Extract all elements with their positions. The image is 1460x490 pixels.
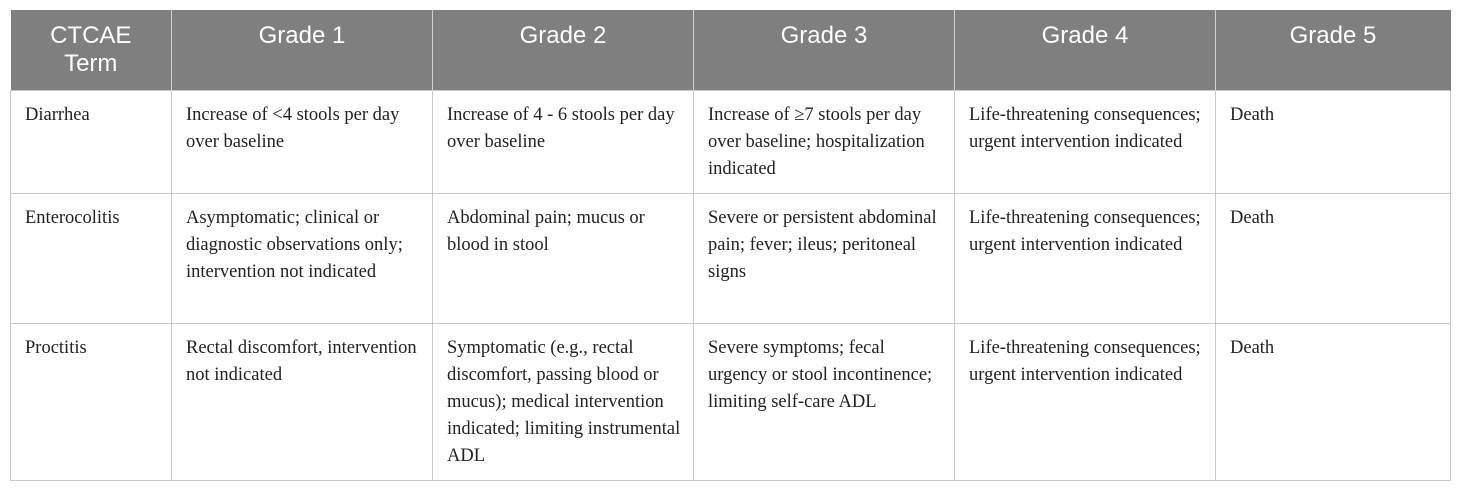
cell-grade-1: Rectal discomfort, intervention not indicated (172, 324, 433, 481)
header-grade-2: Grade 2 (433, 10, 694, 91)
header-grade-5: Grade 5 (1216, 10, 1451, 91)
table-row (11, 91, 1451, 194)
header-grade-3: Grade 3 (694, 10, 955, 91)
cell-grade-4: Life-threatening consequences; urgent intervention indicated (955, 324, 1216, 481)
cell-grade-4: Life-threatening consequences; urgent intervention indicated (955, 194, 1216, 324)
cell-grade-5: Death (1216, 91, 1451, 194)
cell-grade-2: Increase of 4 - 6 stools per day over baseline (433, 91, 694, 194)
cell-grade-2: Abdominal pain; mucus or blood in stool (433, 194, 694, 324)
cell-grade-1: Asymptomatic; clinical or diagnostic observations only; intervention not indicated (172, 194, 433, 324)
table-header-row (11, 10, 1451, 91)
cell-grade-5: Death (1216, 324, 1451, 481)
table-row (11, 194, 1451, 324)
header-grade-1: Grade 1 (172, 10, 433, 91)
ctcae-grading-table (10, 10, 1451, 481)
header-ctcae-term: CTCAE Term (11, 10, 172, 91)
table-row (11, 324, 1451, 481)
cell-term: Diarrhea (11, 91, 172, 194)
cell-grade-1: Increase of <4 stools per day over baseline (172, 91, 433, 194)
cell-term: Proctitis (11, 324, 172, 481)
cell-grade-4: Life-threatening consequences; urgent intervention indicated (955, 91, 1216, 194)
cell-grade-3: Increase of ≥7 stools per day over baseline; hospitalization indicated (694, 91, 955, 194)
cell-grade-5: Death (1216, 194, 1451, 324)
cell-grade-3: Severe symptoms; fecal urgency or stool incontinence; limiting self-care ADL (694, 324, 955, 481)
cell-grade-2: Symptomatic (e.g., rectal discomfort, passing blood or mucus); medical intervention indicated; limiting instrumental ADL (433, 324, 694, 481)
header-grade-4: Grade 4 (955, 10, 1216, 91)
cell-grade-3: Severe or persistent abdominal pain; fever; ileus; peritoneal signs (694, 194, 955, 324)
cell-term: Enterocolitis (11, 194, 172, 324)
